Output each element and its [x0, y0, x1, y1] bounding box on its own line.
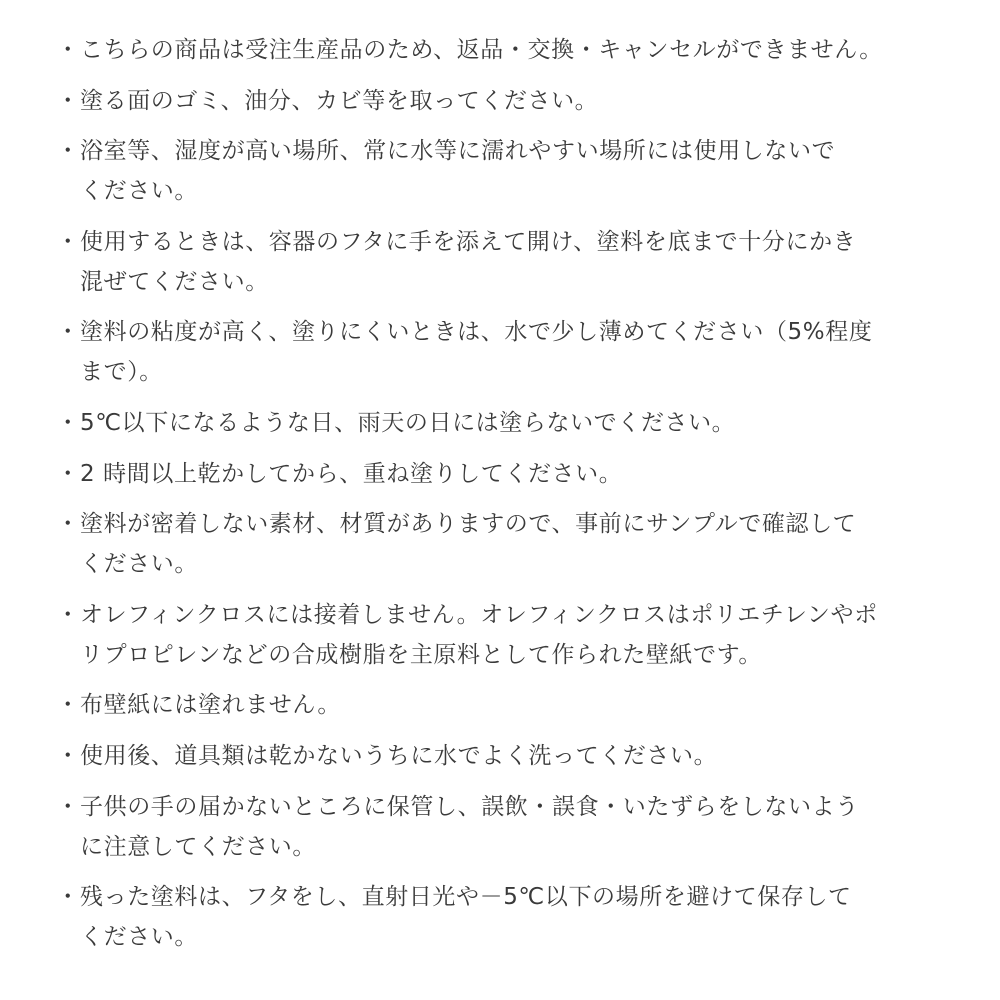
- bullet-icon: ・: [56, 409, 80, 436]
- bullet-icon: ・: [56, 138, 80, 165]
- bullet-icon: ・: [56, 793, 80, 820]
- note-text: [80, 595, 956, 675]
- bullet-icon: ・: [56, 692, 80, 719]
- bullet-icon: ・: [56, 884, 80, 911]
- note-line: 浴室等、湿度が高い場所、常に水等に濡れやすい場所には使用しないで: [80, 138, 836, 165]
- note-line: ください。: [80, 551, 198, 578]
- note-line: まで）。: [80, 359, 163, 386]
- bullet-icon: ・: [56, 742, 80, 769]
- note-line: に注意してください。: [80, 833, 316, 860]
- bullet-icon: ・: [56, 511, 80, 538]
- note-line: 布壁紙には塗れません。: [80, 692, 341, 719]
- note-item: [56, 787, 956, 867]
- note-line: 使用後、道具類は乾かないうちに水でよく洗ってください。: [80, 742, 718, 769]
- note-item: [56, 685, 956, 725]
- note-line: ください。: [80, 178, 198, 205]
- bullet-icon: ・: [56, 87, 80, 114]
- note-line: オレフィンクロスには接着しません。オレフィンクロスはポリエチレンやポ: [80, 601, 878, 628]
- note-text: [80, 312, 956, 392]
- note-item: [56, 595, 956, 675]
- note-line: 使用するときは、容器のフタに手を添えて開け、塗料を底まで十分にかき: [80, 228, 857, 255]
- note-item: [56, 877, 956, 957]
- note-text: [80, 81, 956, 121]
- note-item: [56, 504, 956, 584]
- note-text: [80, 131, 956, 211]
- note-text: [80, 736, 956, 776]
- note-text: [80, 30, 956, 70]
- note-line: 混ぜてください。: [80, 268, 269, 295]
- notes-list: [56, 30, 956, 968]
- note-item: [56, 30, 956, 70]
- note-text: [80, 685, 956, 725]
- note-item: [56, 312, 956, 392]
- note-text: [80, 787, 956, 867]
- note-line: 塗料が密着しない素材、材質がありますので、事前にサンプルで確認して: [80, 511, 857, 538]
- note-text: [80, 504, 956, 584]
- note-line: 塗料の粘度が高く、塗りにくいときは、水で少し薄めてください（5%程度: [80, 319, 873, 346]
- note-line: 塗る面のゴミ、油分、カビ等を取ってください。: [80, 87, 599, 114]
- note-text: [80, 403, 956, 443]
- note-line: 2 時間以上乾かしてから、重ね塗りしてください。: [80, 460, 623, 487]
- note-item: [56, 131, 956, 211]
- bullet-icon: ・: [56, 460, 80, 487]
- note-item: [56, 403, 956, 443]
- note-line: リプロピレンなどの合成樹脂を主原料として作られた壁紙です。: [80, 641, 762, 668]
- note-text: [80, 454, 956, 494]
- bullet-icon: ・: [56, 319, 80, 346]
- note-line: こちらの商品は受注生産品のため、返品・交換・キャンセルができません。: [80, 37, 883, 63]
- bullet-icon: ・: [56, 37, 80, 63]
- note-item: [56, 454, 956, 494]
- bullet-icon: ・: [56, 601, 80, 628]
- bullet-icon: ・: [56, 228, 80, 255]
- note-item: [56, 222, 956, 302]
- note-text: [80, 877, 956, 957]
- note-item: [56, 81, 956, 121]
- note-text: [80, 222, 956, 302]
- note-line: 子供の手の届かないところに保管し、誤飲・誤食・いたずらをしないよう: [80, 793, 859, 820]
- note-item: [56, 736, 956, 776]
- note-line: ください。: [80, 924, 198, 951]
- note-line: 残った塗料は、フタをし、直射日光や－5℃以下の場所を避けて保存して: [80, 884, 852, 911]
- note-line: 5℃以下になるような日、雨天の日には塗らないでください。: [80, 409, 736, 436]
